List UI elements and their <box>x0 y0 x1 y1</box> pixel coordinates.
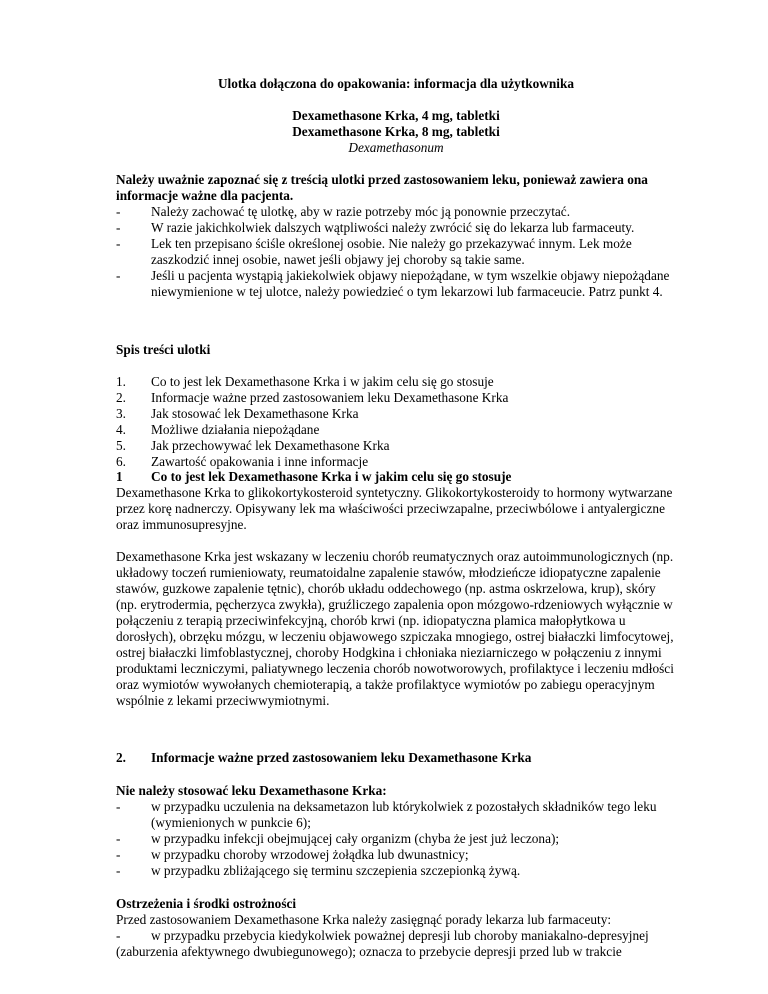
section-2-heading: 2. Informacje ważne przed zastosowaniem leku Dexamethasone Krka <box>116 750 532 765</box>
toc-list <box>116 374 676 470</box>
contraindication-item: - w przypadku choroby wrzodowej żołądka lub dwunastnicy; <box>116 847 469 862</box>
toc-item: 2. Informacje ważne przed zastosowaniem leku Dexamethasone Krka <box>116 390 509 405</box>
toc-item: 4. Możliwe działania niepożądane <box>116 422 320 437</box>
section-1-para-2: Dexamethasone Krka jest wskazany w leczeniu chorób reumatycznych oraz autoimmunologicznych (np. układowy toczeń rumieniowaty, reumatoidalne zapalenie stawów, młodzieńcze idiopatyczne zapalenie stawów, guzkowe zapalenie tętnic), chorób układu oddechowego (np. astma oskrzelowa, krup), skóry (np. erytrodermia, pęcherzyca zwykła), gruźliczego zapalenia opon mózgowo-rdzeniowych wyłącznie w połączeniu z terapią przeciwinfekcyjną, chorób krwi (np. idiopatyczna plamica małopłytkowa u dorosłych), obrzęku mózgu, w leczeniu objawowego szpiczaka mnogiego, ostrej białaczki limfocytowej, ostrej białaczki limfoblastycznej, choroby Hodgkina i chłoniaka nieziarniczego w połączeniu z innymi produktami leczniczymi, paliatywnego leczenia chorób nowotworowych, profilaktyce i leczeniu mdłości oraz wymiotów wywołanych chemioterapią, a także profilaktyce wymiotów po zabiegu operacyjnym wspólnie z lekami przeciwwymiotnymi. <box>116 549 674 708</box>
intro-item: - Lek ten przepisano ściśle określonej osobie. Nie należy go przekazywać innym. Lek może zaszkodzić innej osobie, nawet jeśli objawy jej choroby są takie same. <box>116 236 632 267</box>
toc-item: 6. Zawartość opakowania i inne informacje <box>116 454 369 469</box>
contraindication-item: - w przypadku uczulenia na deksametazon lub którykolwiek z pozostałych składników tego leku (wymienionych w punkcie 6); <box>116 799 657 830</box>
contraindication-item: - w przypadku infekcji obejmującej cały organizm (chyba że jest już leczona); <box>116 831 560 846</box>
toc-item: 3. Jak stosować lek Dexamethasone Krka <box>116 406 359 421</box>
intro-item: - W razie jakichkolwiek dalszych wątpliwości należy zwrócić się do lekarza lub farmaceuty. <box>116 220 635 235</box>
intro-block <box>116 172 676 300</box>
toc-heading: Spis treści ulotki <box>116 342 211 357</box>
intro-item: - Jeśli u pacjenta wystąpią jakiekolwiek objawy niepożądane, w tym wszelkie objawy niepożądane niewymienione w tej ulotce, należy powiedzieć o tym lekarzowi lub farmaceucie. Patrz punkt 4. <box>116 268 670 299</box>
warnings-intro: Przed zastosowaniem Dexamethasone Krka należy zasięgnąć porady lekarza lub farmaceuty: <box>116 912 612 927</box>
warning-item: - w przypadku przebycia kiedykolwiek poważnej depresji lub choroby maniakalno-depresyjnej (zaburzenia afektywnego dwubiegunowego); oznacza to przebycie depresji przed lub w trakcie <box>116 928 649 959</box>
product-names <box>116 108 676 156</box>
section-1-para-1: Dexamethasone Krka to glikokortykosteroid syntetyczny. Glikokortykosteroidy to hormony wytwarzane przez korę nadnerczy. Opisywany lek ma właściwości przeciwzapalne, przeciwbólowe i antyalergiczne oraz immunosupresyjne. <box>116 485 673 532</box>
product-name-8mg: Dexamethasone Krka, 8 mg, tabletki <box>292 124 500 139</box>
warnings-heading: Ostrzeżenia i środki ostrożności <box>116 896 297 911</box>
contraindication-item: - w przypadku zbliżającego się terminu szczepienia szczepionką żywą. <box>116 863 521 878</box>
section-2 <box>116 750 676 960</box>
leaflet-title: Ulotka dołączona do opakowania: informacja dla użytkownika <box>217 76 575 91</box>
product-name-4mg: Dexamethasone Krka, 4 mg, tabletki <box>292 108 500 123</box>
contraindications-heading: Nie należy stosować leku Dexamethasone Krka: <box>116 783 387 798</box>
active-substance: Dexamethasonum <box>348 140 444 155</box>
section-1-heading: 1 Co to jest lek Dexamethasone Krka i w jakim celu się go stosuje <box>116 469 512 484</box>
toc-item: 5. Jak przechowywać lek Dexamethasone Krka <box>116 438 390 453</box>
section-1 <box>116 469 676 709</box>
toc-item: 1. Co to jest lek Dexamethasone Krka i w jakim celu się go stosuje <box>116 374 494 389</box>
intro-heading: Należy uważnie zapoznać się z treścią ulotki przed zastosowaniem leku, ponieważ zawiera ona informacje ważne dla pacjenta. <box>116 172 648 203</box>
intro-item: - Należy zachować tę ulotkę, aby w razie potrzeby móc ją ponownie przeczytać. <box>116 204 571 219</box>
